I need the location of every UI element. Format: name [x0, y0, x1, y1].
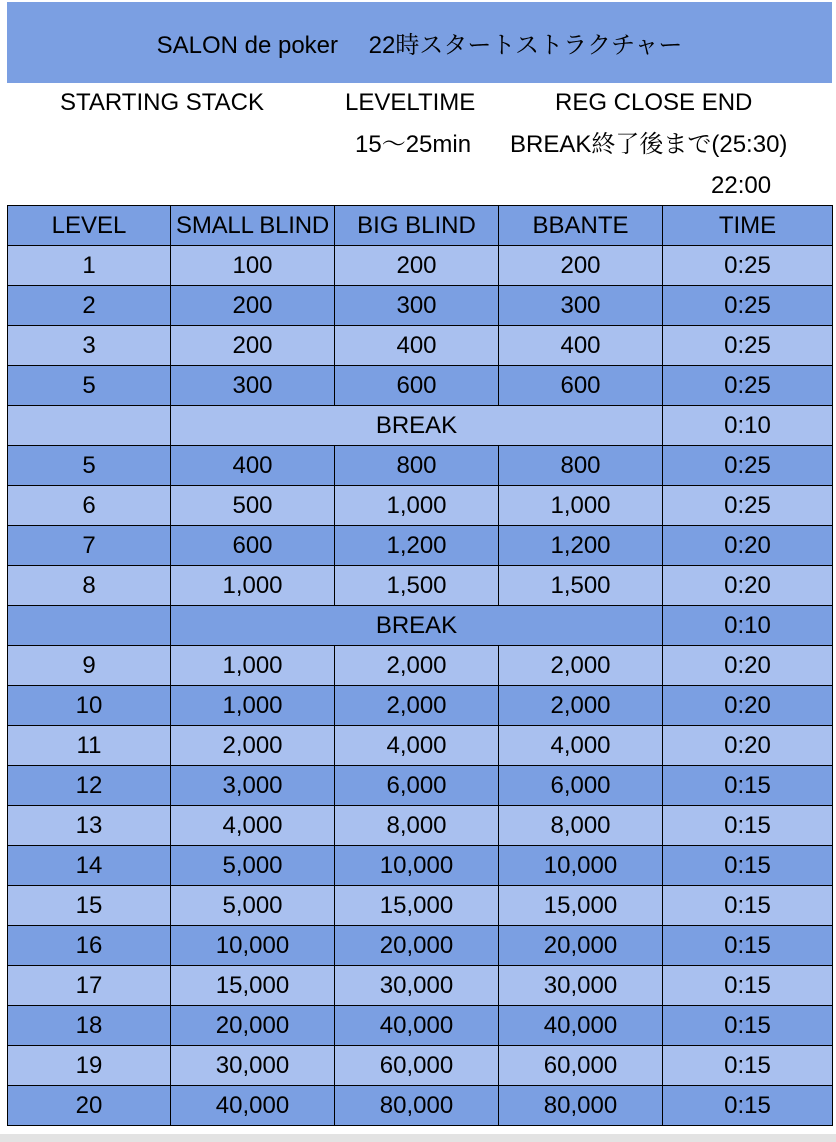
level-row [8, 1006, 833, 1046]
small-blind-cell: 600 [171, 526, 335, 566]
level-row [8, 286, 833, 326]
time-cell: 0:25 [663, 286, 833, 326]
time-cell: 0:20 [663, 566, 833, 606]
small-blind-cell: 200 [171, 326, 335, 366]
small-blind-cell: 40,000 [171, 1086, 335, 1126]
level-cell: 5 [8, 366, 171, 406]
level-cell: 7 [8, 526, 171, 566]
small-blind-cell: 4,000 [171, 806, 335, 846]
level-cell: 20 [8, 1086, 171, 1126]
big-blind-cell: 400 [335, 326, 499, 366]
time-cell: 0:20 [663, 646, 833, 686]
level-cell: 8 [8, 566, 171, 606]
time-cell: 0:15 [663, 966, 833, 1006]
level-row [8, 566, 833, 606]
big-blind-cell: 15,000 [335, 886, 499, 926]
time-cell: 0:25 [663, 446, 833, 486]
break-label: BREAK [171, 606, 663, 646]
level-row [8, 806, 833, 846]
page-title: SALON de poker 22時スタートストラクチャー [156, 32, 683, 59]
level-row [8, 486, 833, 526]
bbante-cell: 1,000 [499, 486, 663, 526]
level-cell: 6 [8, 486, 171, 526]
big-blind-cell: 40,000 [335, 1006, 499, 1046]
level-row [8, 766, 833, 806]
bbante-cell: 4,000 [499, 726, 663, 766]
big-blind-cell: 60,000 [335, 1046, 499, 1086]
time-cell: 0:15 [663, 1086, 833, 1126]
level-cell: 5 [8, 446, 171, 486]
time-cell: 0:25 [663, 486, 833, 526]
reg-close-time: 22:00 [711, 172, 772, 199]
small-blind-cell: 30,000 [171, 1046, 335, 1086]
bbante-cell: 300 [499, 286, 663, 326]
big-blind-cell: 2,000 [335, 646, 499, 686]
time-cell: 0:20 [663, 726, 833, 766]
small-blind-cell: 500 [171, 486, 335, 526]
time-cell: 0:10 [663, 406, 833, 446]
title-bar [7, 0, 832, 83]
level-cell: 15 [8, 886, 171, 926]
level-cell: 14 [8, 846, 171, 886]
big-blind-cell: 80,000 [335, 1086, 499, 1126]
time-cell: 0:15 [663, 846, 833, 886]
time-cell: 0:10 [663, 606, 833, 646]
bbante-cell: 30,000 [499, 966, 663, 1006]
big-blind-cell: 10,000 [335, 846, 499, 886]
bbante-cell: 40,000 [499, 1006, 663, 1046]
bbante-cell: 15,000 [499, 886, 663, 926]
time-cell: 0:25 [663, 246, 833, 286]
bbante-cell: 600 [499, 366, 663, 406]
break-row [8, 606, 833, 646]
level-row [8, 1046, 833, 1086]
break-level-cell [8, 406, 171, 446]
bbante-cell: 60,000 [499, 1046, 663, 1086]
header-time: TIME [663, 206, 833, 246]
reg-close-label: REG CLOSE END [555, 89, 753, 116]
level-row [8, 1086, 833, 1126]
level-row [8, 446, 833, 486]
level-cell: 17 [8, 966, 171, 1006]
small-blind-cell: 2,000 [171, 726, 335, 766]
table-header-row [8, 206, 833, 246]
leveltime-label: LEVELTIME [345, 89, 476, 116]
bbante-cell: 10,000 [499, 846, 663, 886]
header-bbante: BBANTE [499, 206, 663, 246]
small-blind-cell: 5,000 [171, 886, 335, 926]
level-cell: 2 [8, 286, 171, 326]
time-cell: 0:15 [663, 926, 833, 966]
level-row [8, 526, 833, 566]
level-row [8, 686, 833, 726]
level-row [8, 846, 833, 886]
bbante-cell: 20,000 [499, 926, 663, 966]
small-blind-cell: 1,000 [171, 566, 335, 606]
bbante-cell: 800 [499, 446, 663, 486]
small-blind-cell: 3,000 [171, 766, 335, 806]
bbante-cell: 80,000 [499, 1086, 663, 1126]
big-blind-cell: 200 [335, 246, 499, 286]
big-blind-cell: 4,000 [335, 726, 499, 766]
blind-structure-table [7, 205, 833, 1126]
time-cell: 0:15 [663, 1046, 833, 1086]
level-cell: 11 [8, 726, 171, 766]
big-blind-cell: 800 [335, 446, 499, 486]
small-blind-cell: 15,000 [171, 966, 335, 1006]
level-cell: 3 [8, 326, 171, 366]
header-small-blind: SMALL BLIND [171, 206, 335, 246]
time-cell: 0:20 [663, 526, 833, 566]
big-blind-cell: 2,000 [335, 686, 499, 726]
time-cell: 0:15 [663, 766, 833, 806]
bbante-cell: 1,500 [499, 566, 663, 606]
level-cell: 19 [8, 1046, 171, 1086]
small-blind-cell: 200 [171, 286, 335, 326]
header-big-blind: BIG BLIND [335, 206, 499, 246]
leveltime-value: 15〜25min [355, 131, 472, 158]
level-row [8, 326, 833, 366]
time-cell: 0:15 [663, 1006, 833, 1046]
small-blind-cell: 10,000 [171, 926, 335, 966]
big-blind-cell: 8,000 [335, 806, 499, 846]
starting-stack-label: STARTING STACK [60, 89, 265, 116]
level-row [8, 246, 833, 286]
break-label: BREAK [171, 406, 663, 446]
big-blind-cell: 20,000 [335, 926, 499, 966]
small-blind-cell: 1,000 [171, 646, 335, 686]
level-row [8, 886, 833, 926]
level-cell: 9 [8, 646, 171, 686]
level-cell: 18 [8, 1006, 171, 1046]
level-row [8, 366, 833, 406]
time-cell: 0:20 [663, 686, 833, 726]
bbante-cell: 6,000 [499, 766, 663, 806]
bottom-scroll-strip [0, 1134, 836, 1142]
level-row [8, 726, 833, 766]
big-blind-cell: 300 [335, 286, 499, 326]
bbante-cell: 2,000 [499, 646, 663, 686]
time-cell: 0:25 [663, 326, 833, 366]
break-row [8, 406, 833, 446]
level-row [8, 926, 833, 966]
bbante-cell: 8,000 [499, 806, 663, 846]
small-blind-cell: 300 [171, 366, 335, 406]
big-blind-cell: 6,000 [335, 766, 499, 806]
small-blind-cell: 5,000 [171, 846, 335, 886]
bbante-cell: 2,000 [499, 686, 663, 726]
time-cell: 0:15 [663, 806, 833, 846]
big-blind-cell: 600 [335, 366, 499, 406]
small-blind-cell: 100 [171, 246, 335, 286]
level-cell: 10 [8, 686, 171, 726]
level-cell: 16 [8, 926, 171, 966]
level-row [8, 646, 833, 686]
big-blind-cell: 1,500 [335, 566, 499, 606]
big-blind-cell: 30,000 [335, 966, 499, 1006]
time-cell: 0:25 [663, 366, 833, 406]
big-blind-cell: 1,000 [335, 486, 499, 526]
level-cell: 12 [8, 766, 171, 806]
bbante-cell: 400 [499, 326, 663, 366]
big-blind-cell: 1,200 [335, 526, 499, 566]
bbante-cell: 1,200 [499, 526, 663, 566]
header-level: LEVEL [8, 206, 171, 246]
level-cell: 13 [8, 806, 171, 846]
small-blind-cell: 20,000 [171, 1006, 335, 1046]
small-blind-cell: 1,000 [171, 686, 335, 726]
level-row [8, 966, 833, 1006]
small-blind-cell: 400 [171, 446, 335, 486]
time-cell: 0:15 [663, 886, 833, 926]
reg-close-value: BREAK終了後まで(25:30) [510, 131, 788, 158]
bbante-cell: 200 [499, 246, 663, 286]
level-cell: 1 [8, 246, 171, 286]
break-level-cell [8, 606, 171, 646]
